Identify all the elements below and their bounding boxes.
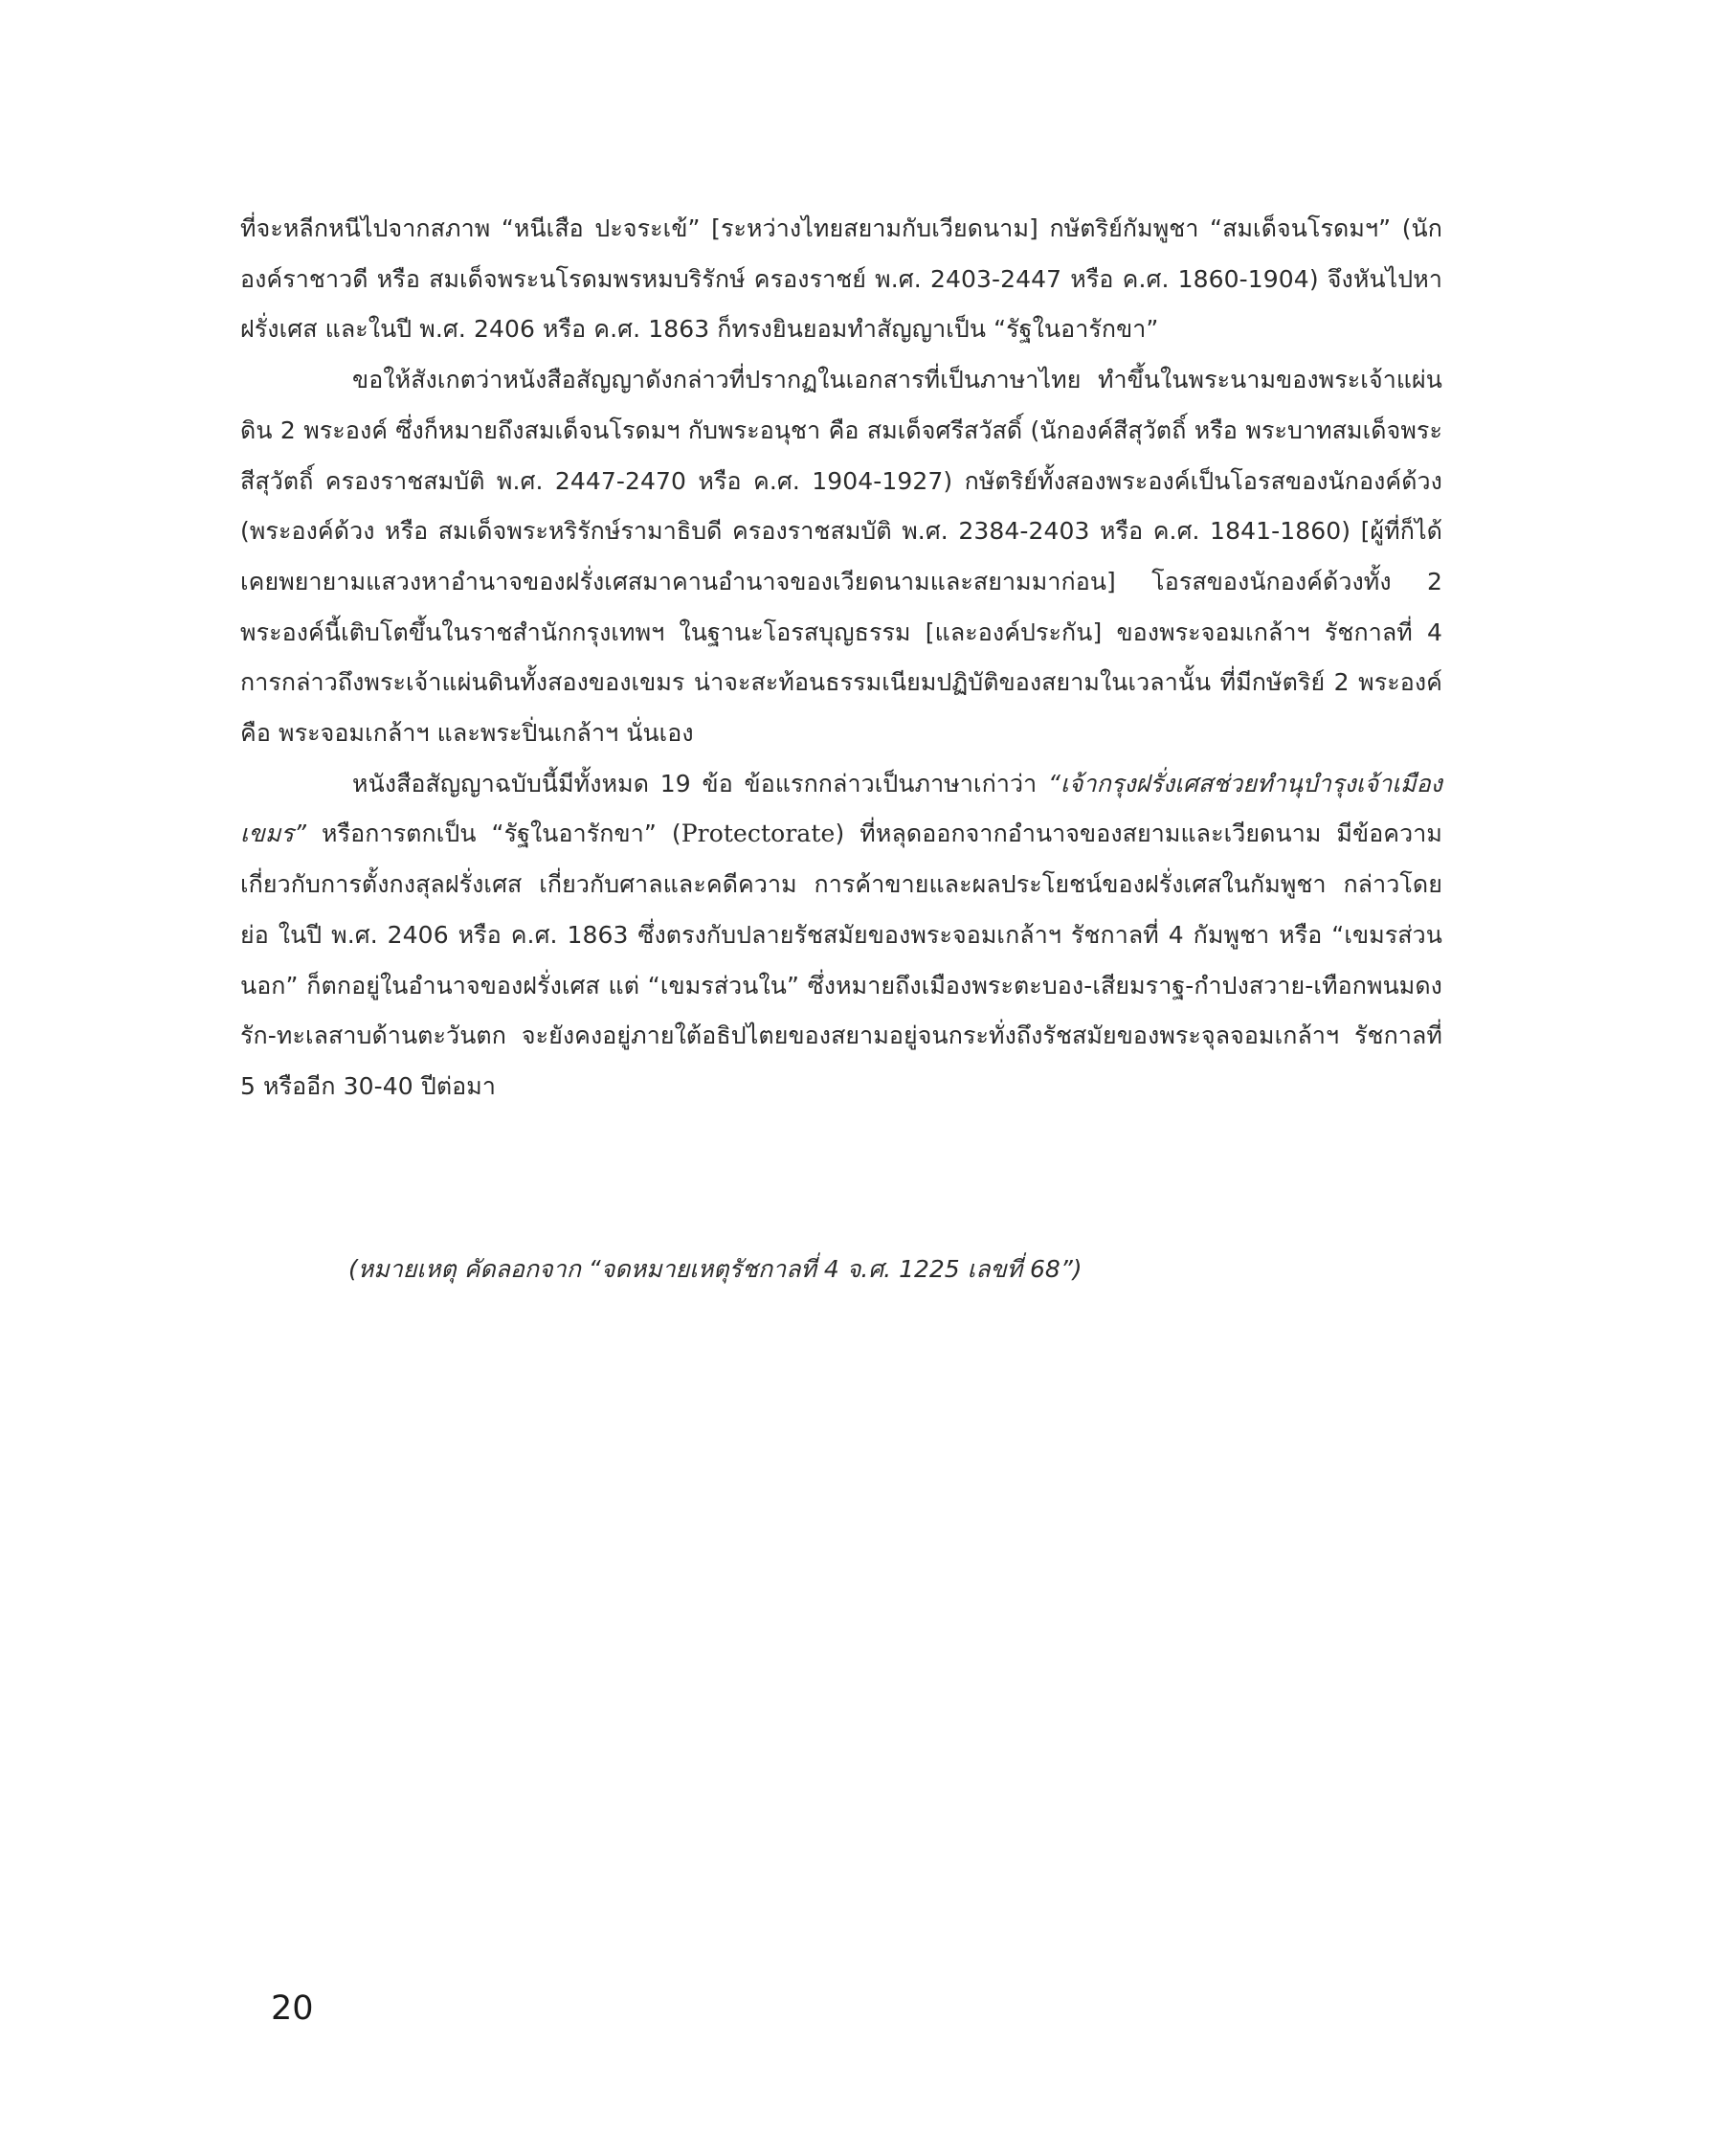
paragraph-3-quote: “เจ้ากรุงฝรั่งเศสช่วยทำนุบำรุงเจ้าเมืองเขมร”: [240, 769, 1442, 848]
paragraph-3-latin-term: Protectorate: [681, 820, 836, 848]
body-text: [240, 204, 1442, 1112]
paragraph-3: [240, 759, 1442, 1112]
page-number: 20: [271, 1989, 314, 2028]
paragraph-3-intro: หนังสือสัญญาฉบับนี้มีทั้งหมด 19 ข้อ ข้อแรกกล่าวเป็นภาษาเก่าว่า: [352, 769, 1048, 797]
paragraph-1: ที่จะหลีกหนีไปจากสภาพ “หนีเสือ ปะจระเข้” [ระหว่างไทยสยามกับเวียดนาม] กษัตริย์กัมพูชา “สมเด็จนโรดมฯ” (นักองค์ราชาวดี หรือ สมเด็จพระนโรดมพรหมบริรักษ์ ครองราชย์ พ.ศ. 2403-2447 หรือ ค.ศ. 1860-1904) จึงหันไปหาฝรั่งเศส และในปี พ.ศ. 2406 หรือ ค.ศ. 1863 ก็ทรงยินยอมทำสัญญาเป็น “รัฐในอารักขา”: [240, 214, 1442, 344]
paragraph-3-body: ) ที่หลุดออกจากอำนาจของสยามและเวียดนาม มีข้อความเกี่ยวกับการตั้งกงสุลฝรั่งเศส เกี่ยวกับศาลและคดีความ การค้าขายและผลประโยชน์ของฝรั่งเศสในกัมพูชา กล่าวโดยย่อ ในปี พ.ศ. 2406 หรือ ค.ศ. 1863 ซึ่งตรงกับปลายรัชสมัยของพระจอมเกล้าฯ รัชกาลที่ 4 กัมพูชา หรือ “เขมรส่วนนอก” ก็ตกอยู่ในอำนาจของฝรั่งเศส แต่ “เขมรส่วนใน” ซึ่งหมายถึงเมืองพระตะบอง-เสียมราฐ-กำปงสวาย-เทือกพนมดงรัก-ทะเลสาบด้านตะวันตก จะยังคงอยู่ภายใต้อธิปไตยของสยามอยู่จนกระทั่งถึงรัชสมัยของพระจุลจอมเกล้าฯ รัชกาลที่ 5 หรืออีก 30-40 ปีต่อมา: [240, 820, 1442, 1100]
paragraph-3-middle: หรือการตกเป็น “รัฐในอารักขา” (: [306, 820, 681, 848]
source-note: (หมายเหตุ คัดลอกจาก “จดหมายเหตุรัชกาลที่ 4 จ.ศ. 1225 เลขที่ 68”): [348, 1255, 1083, 1283]
paragraph-2: ขอให้สังเกตว่าหนังสือสัญญาดังกล่าวที่ปรากฏในเอกสารที่เป็นภาษาไทย ทำขึ้นในพระนามของพระเจ้าแผ่นดิน 2 พระองค์ ซึ่งก็หมายถึงสมเด็จนโรดมฯ กับพระอนุชา คือ สมเด็จศรีสวัสดิ์ (นักองค์สีสุวัตถิ์ หรือ พระบาทสมเด็จพระสีสุวัตถิ์ ครองราชสมบัติ พ.ศ. 2447-2470 หรือ ค.ศ. 1904-1927) กษัตริย์ทั้งสองพระองค์เป็นโอรสของนักองค์ด้วง (พระองค์ด้วง หรือ สมเด็จพระหริรักษ์รามาธิบดี ครองราชสมบัติ พ.ศ. 2384-2403 หรือ ค.ศ. 1841-1860) [ผู้ที่ก็ได้เคยพยายามแสวงหาอำนาจของฝรั่งเศสมาคานอำนาจของเวียดนามและสยามมาก่อน] โอรสของนักองค์ด้วงทั้ง 2 พระองค์นี้เติบโตขึ้นในราชสำนักกรุงเทพฯ ในฐานะโอรสบุญธรรม [และองค์ประกัน] ของพระจอมเกล้าฯ รัชกาลที่ 4 การกล่าวถึงพระเจ้าแผ่นดินทั้งสองของเขมร น่าจะสะท้อนธรรมเนียมปฏิบัติของสยามในเวลานั้น ที่มีกษัตริย์ 2 พระองค์ คือ พระจอมเกล้าฯ และพระปิ่นเกล้าฯ นั่นเอง: [240, 366, 1442, 748]
